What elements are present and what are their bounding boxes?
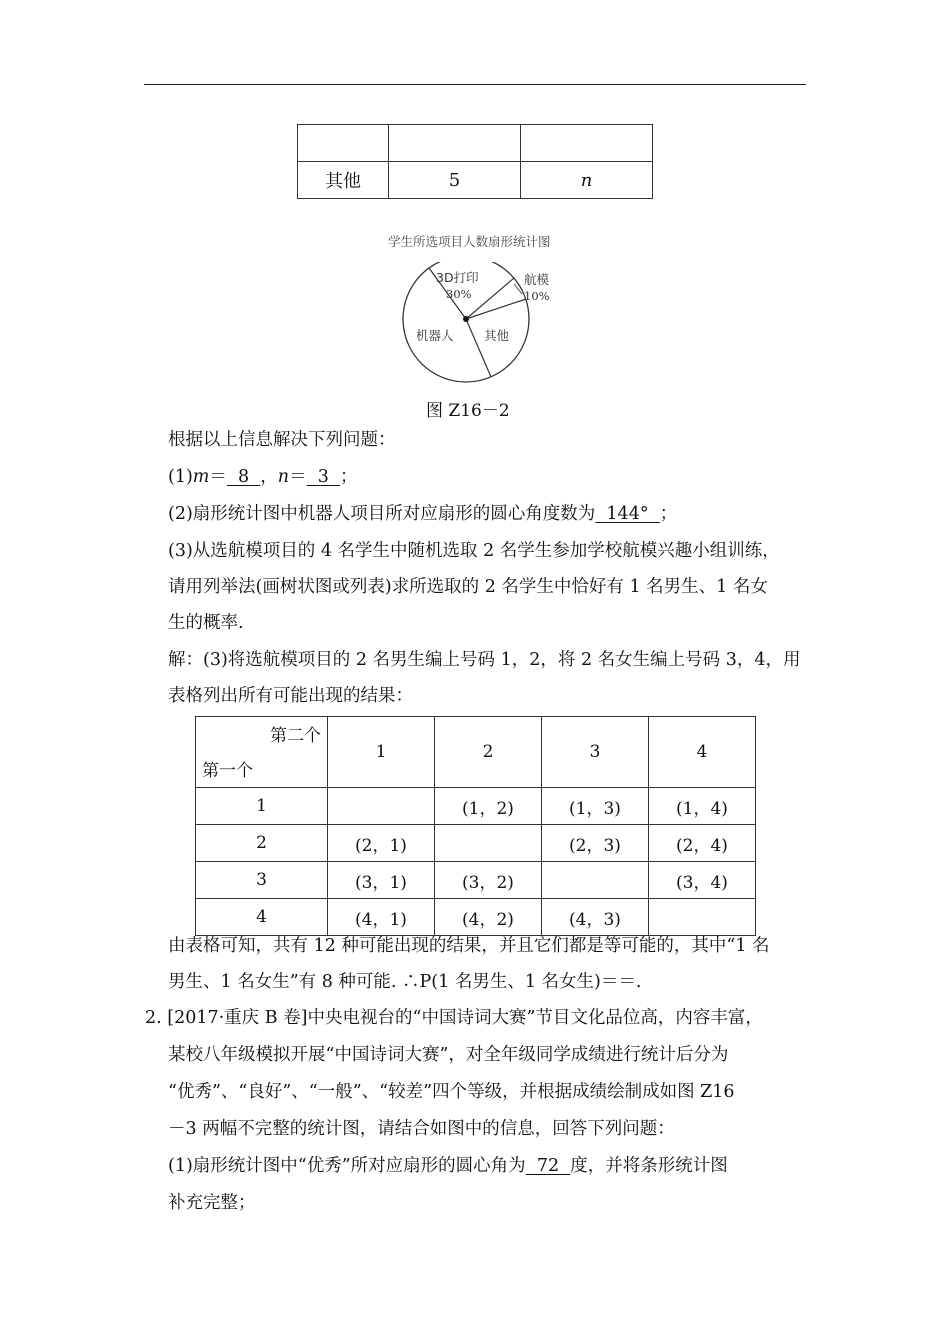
answer-n: 3 — [306, 467, 340, 487]
answer-excellent-angle: 72 — [525, 1156, 571, 1176]
slice-label-3d: 3D打印 — [436, 270, 479, 285]
row-header: 4 — [196, 899, 328, 936]
question-intro: 根据以上信息解决下列问题： — [168, 430, 396, 450]
data-table-top — [297, 124, 653, 199]
slice-label-other: 其他 — [484, 328, 510, 343]
slice-pct-3d: 30% — [446, 287, 472, 301]
conclusion-line: 男生、1 名女生”有 8 种可能. ∴P(1 名男生、1 名女生)＝＝. — [168, 972, 642, 992]
question-3-line: 生的概率. — [168, 613, 244, 633]
table-cell: (3，1) — [328, 862, 435, 899]
table-cell: (3，2) — [435, 862, 542, 899]
table-cell: (2，1) — [328, 825, 435, 862]
slice-boundary — [466, 299, 526, 319]
slice-label-robot: 机器人 — [416, 328, 454, 343]
question-1: (1)m＝ 8 ，n＝ 3 ； — [168, 467, 358, 487]
answer-angle: 144° — [595, 504, 660, 524]
question-3-line: 请用列举法(画树状图或列表)求所选取的 2 名学生中恰好有 1 名男生、1 名女 — [168, 577, 768, 597]
chart-title: 学生所选项目人数扇形统计图 — [388, 234, 551, 249]
header-rule — [144, 84, 806, 85]
table-cell: (1，4) — [649, 788, 756, 825]
column-header: 4 — [649, 717, 756, 788]
table-header-row — [196, 717, 756, 788]
table-cell: (2，3) — [542, 825, 649, 862]
column-header: 2 — [435, 717, 542, 788]
table-cell: 其他 — [298, 162, 389, 199]
solution-line: 解：(3)将选航模项目的 2 名男生编上号码 1，2，将 2 名女生编上号码 3，4，用 — [168, 650, 801, 670]
row-header: 3 — [196, 862, 328, 899]
table-row — [298, 125, 653, 162]
problem-2-line: “优秀”、“良好”、“一般”、“较差”四个等级，并根据成绩绘制成如图 Z16 — [168, 1082, 735, 1102]
problem-2-question-1-cont: 补充完整； — [168, 1193, 256, 1213]
slice-label-hangmo: 航模 — [524, 272, 550, 287]
table-cell: (2，4) — [649, 825, 756, 862]
question-3-line: (3)从选航模项目的 4 名学生中随机选取 2 名学生参加学校航模兴趣小组训练， — [168, 541, 780, 561]
corner-cell: 第二个 第一个 — [196, 717, 328, 788]
problem-2-question-1: (1)扇形统计图中“优秀”所对应扇形的圆心角为 72 度，并将条形统计图 — [168, 1156, 728, 1176]
table-cell: (1，2) — [435, 788, 542, 825]
table-row — [196, 788, 756, 825]
table-cell: (4，1) — [328, 899, 435, 936]
figure-label: 图 Z16－2 — [426, 401, 510, 421]
table-cell: (1，3) — [542, 788, 649, 825]
table-cell: n — [521, 162, 653, 199]
row-header: 1 — [196, 788, 328, 825]
table-row — [298, 162, 653, 199]
problem-2-line: 2. [2017·重庆 B 卷]中央电视台的“中国诗词大赛”节目文化品位高，内容丰富， — [145, 1008, 763, 1028]
row-header: 2 — [196, 825, 328, 862]
outcome-table — [195, 716, 756, 936]
slice-pct-hangmo: 10% — [524, 289, 550, 303]
pie-center — [463, 316, 469, 322]
column-header: 1 — [328, 717, 435, 788]
table-cell: (4，3) — [542, 899, 649, 936]
conclusion-line: 由表格可知，共有 12 种可能出现的结果，并且它们都是等可能的，其中“1 名 — [168, 936, 770, 956]
table-cell: 5 — [389, 162, 521, 199]
table-row — [196, 862, 756, 899]
table-cell: (4，2) — [435, 899, 542, 936]
problem-2-line: 某校八年级模拟开展“中国诗词大赛”，对全年级同学成绩进行统计后分为 — [168, 1045, 729, 1065]
solution-line: 表格列出所有可能出现的结果： — [168, 686, 413, 706]
question-2: (2)扇形统计图中机器人项目所对应扇形的圆心角度数为 144° ； — [168, 504, 678, 524]
table-row — [196, 825, 756, 862]
table-cell: (3，4) — [649, 862, 756, 899]
column-header: 3 — [542, 717, 649, 788]
problem-2-line: －3 两幅不完整的统计图，请结合如图中的信息，回答下列问题： — [168, 1119, 675, 1139]
table-row — [196, 899, 756, 936]
answer-m: 8 — [226, 467, 261, 487]
pie-chart — [396, 262, 566, 392]
